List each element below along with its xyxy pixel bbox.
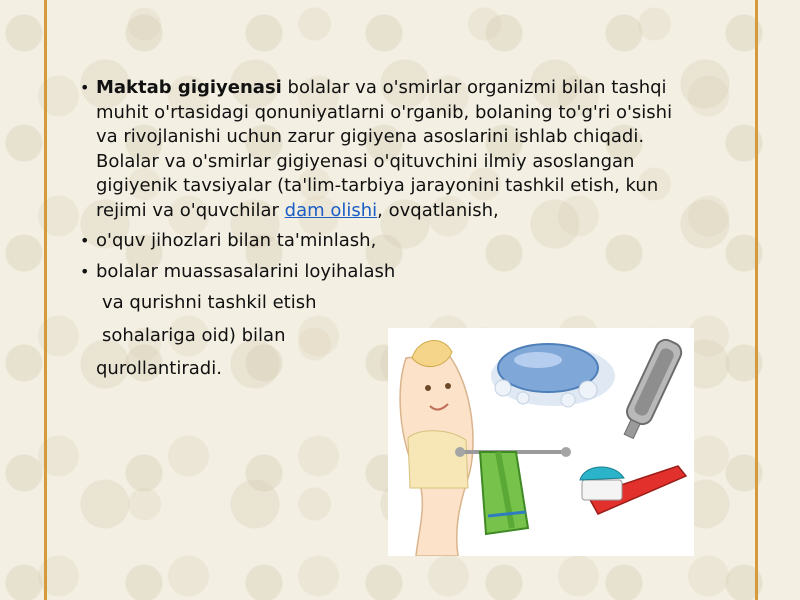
continuation-line: qurollantiradi. <box>96 358 222 379</box>
dam-olishi-link[interactable]: dam olishi <box>284 199 378 221</box>
bullet1-text2: Bolalar va o'smirlar gigiyenasi o'qituvchini ilmiy asoslangan gigiyenik tavsiyalar (ta'lim-tarbiya jarayonini tashkil etish, kun rejimi va o'quvchilar <box>96 150 659 221</box>
bullet-item-2 <box>80 229 680 254</box>
soap-icon <box>491 344 615 407</box>
bullet-icon: • <box>80 231 90 250</box>
left-border-line <box>44 0 47 600</box>
bold-term: Maktab gigiyenasi <box>96 77 282 98</box>
continuation-line: va qurishni tashkil etish <box>102 292 317 313</box>
toothbrush-icon <box>580 466 686 514</box>
bullet1-text: bolalar va o'smirlar organizmi bilan tashqi muhit o'rtasidagi qonuniyatlarni o'rganib, bolaning to'g'ri o'sishi va rivojlanishi uchun zarur gigiyena asoslarini ishlab chiqadi. <box>96 77 673 147</box>
bullet-item-3 <box>80 260 680 285</box>
bullet-item-1 <box>80 76 680 223</box>
bullet2-text: o'quv jihozlari bilan ta'minlash, <box>96 230 377 251</box>
scrub-brush-icon <box>617 337 685 442</box>
continuation-line: sohalariga oid) bilan <box>102 325 286 346</box>
right-border-line <box>755 0 758 600</box>
bullet1-text3: , ovqatlanish, <box>377 199 499 221</box>
hygiene-illustration <box>388 328 694 556</box>
bullet-icon: • <box>80 261 90 281</box>
bullet3-text: bolalar muassasalarini loyihalash <box>96 260 396 282</box>
bullet-icon: • <box>80 78 90 97</box>
